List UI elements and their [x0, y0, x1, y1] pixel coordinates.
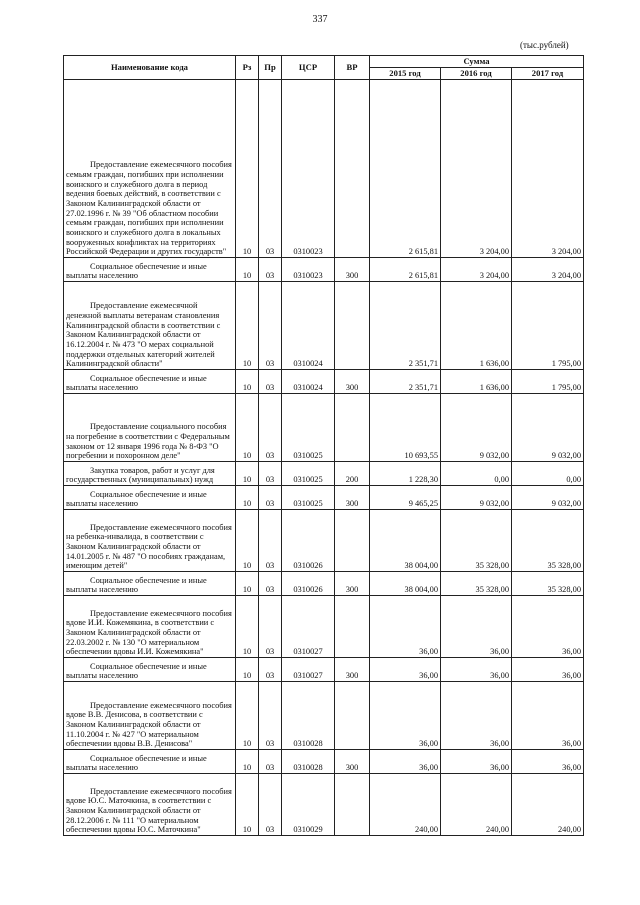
page-number: 337 [312, 14, 328, 25]
row-value-2017: 36,00 [512, 750, 584, 774]
row-value-2017: 0,00 [512, 462, 584, 486]
row-value-2015: 2 351,71 [370, 370, 441, 394]
row-value-2015: 2 615,81 [370, 80, 441, 258]
row-name: Предоставление ежемесячного пособия семьям граждан, погибших при исполнении воинского и служебного долга в период ведения боевых действий, в соответствии с Законом Калининградской области от 27.02.1996 г. № 39 "Об областном пособии семьям граждан, погибших при исполнении воинского и служебного долга в локальных вооруженных конфликтах на территориях Российской Федерации и других государств" [64, 80, 236, 258]
row-pr: 03 [259, 572, 282, 596]
row-value-2017: 3 204,00 [512, 80, 584, 258]
header-year-2016: 2016 год [441, 68, 512, 80]
row-name: Социальное обеспечение и иные выплаты населению [64, 750, 236, 774]
table-row [64, 596, 584, 658]
row-value-2017: 3 204,00 [512, 258, 584, 282]
row-name: Закупка товаров, работ и услуг для государственных (муниципальных) нужд [64, 462, 236, 486]
row-pr: 03 [259, 370, 282, 394]
row-pr: 03 [259, 80, 282, 258]
header-name: Наименование кода [64, 56, 236, 80]
units-label: (тыс.рублей) [520, 40, 569, 50]
row-pr: 03 [259, 658, 282, 682]
row-rz: 10 [236, 258, 259, 282]
row-name: Социальное обеспечение и иные выплаты населению [64, 258, 236, 282]
row-value-2016: 35 328,00 [441, 572, 512, 596]
table-row [64, 658, 584, 682]
table-row [64, 486, 584, 510]
row-value-2015: 36,00 [370, 750, 441, 774]
row-rz: 10 [236, 486, 259, 510]
row-name: Социальное обеспечение и иные выплаты населению [64, 658, 236, 682]
row-name: Предоставление ежемесячного пособия вдове Ю.С. Маточкина, в соответствии с Законом Калининградской области от 28.12.2006 г. № 111 "О материальном обеспечении вдовы Ю.С. Маточкина" [64, 774, 236, 836]
row-value-2015: 2 351,71 [370, 282, 441, 370]
row-value-2016: 240,00 [441, 774, 512, 836]
row-value-2016: 36,00 [441, 682, 512, 750]
row-pr: 03 [259, 486, 282, 510]
row-value-2017: 35 328,00 [512, 572, 584, 596]
row-vr: 300 [335, 486, 370, 510]
row-rz: 10 [236, 394, 259, 462]
row-csr: 0310024 [282, 370, 335, 394]
table-row [64, 282, 584, 370]
row-rz: 10 [236, 774, 259, 836]
row-name: Предоставление ежемесячного пособия на ребенка-инвалида, в соответствии с Законом Калининградской области от 14.01.2005 г. № 487 "О пособиях гражданам, имеющим детей" [64, 510, 236, 572]
row-value-2017: 1 795,00 [512, 370, 584, 394]
row-pr: 03 [259, 394, 282, 462]
row-name: Предоставление ежемесячной денежной выплаты ветеранам становления Калининградской области в соответствии с Законом Калининградской области от 16.12.2004 г. № 473 "О мерах социальной поддержки отдельных категорий жителей Калининградской области" [64, 282, 236, 370]
row-csr: 0310023 [282, 80, 335, 258]
row-pr: 03 [259, 282, 282, 370]
row-rz: 10 [236, 80, 259, 258]
row-value-2017: 240,00 [512, 774, 584, 836]
row-vr [335, 394, 370, 462]
row-vr: 300 [335, 370, 370, 394]
row-pr: 03 [259, 510, 282, 572]
row-csr: 0310025 [282, 486, 335, 510]
row-csr: 0310028 [282, 750, 335, 774]
table-body [64, 80, 584, 836]
row-name: Предоставление ежемесячного пособия вдове И.И. Кожемякина, в соответствии с Законом Калининградской области от 22.03.2002 г. № 130 "О материальном обеспечении вдовы И.И. Кожемякина" [64, 596, 236, 658]
header-rz: Рз [236, 56, 259, 80]
row-value-2015: 240,00 [370, 774, 441, 836]
row-vr: 300 [335, 258, 370, 282]
row-pr: 03 [259, 774, 282, 836]
budget-table [63, 55, 584, 836]
row-value-2016: 3 204,00 [441, 258, 512, 282]
row-value-2017: 36,00 [512, 682, 584, 750]
table-row [64, 80, 584, 258]
row-rz: 10 [236, 510, 259, 572]
row-csr: 0310023 [282, 258, 335, 282]
row-vr: 300 [335, 750, 370, 774]
table-row [64, 750, 584, 774]
row-vr: 300 [335, 572, 370, 596]
row-rz: 10 [236, 572, 259, 596]
row-pr: 03 [259, 258, 282, 282]
row-csr: 0310028 [282, 682, 335, 750]
row-value-2016: 36,00 [441, 596, 512, 658]
header-csr: ЦСР [282, 56, 335, 80]
row-pr: 03 [259, 750, 282, 774]
row-value-2016: 3 204,00 [441, 80, 512, 258]
row-rz: 10 [236, 658, 259, 682]
row-value-2016: 9 032,00 [441, 394, 512, 462]
row-value-2016: 1 636,00 [441, 282, 512, 370]
row-vr [335, 774, 370, 836]
row-vr: 300 [335, 658, 370, 682]
header-pr: Пр [259, 56, 282, 80]
row-csr: 0310024 [282, 282, 335, 370]
row-value-2016: 9 032,00 [441, 486, 512, 510]
row-name: Предоставление ежемесячного пособия вдове В.В. Денисова, в соответствии с Законом Калининградской области от 11.10.2004 г. № 427 "О материальном обеспечении вдовы В.В. Денисова" [64, 682, 236, 750]
row-vr: 200 [335, 462, 370, 486]
row-name: Социальное обеспечение и иные выплаты населению [64, 486, 236, 510]
row-value-2016: 36,00 [441, 658, 512, 682]
row-name: Предоставление социального пособия на погребение в соответствии с Федеральным законом от 12 января 1996 года № 8-ФЗ "О погребении и похоронном деле" [64, 394, 236, 462]
row-csr: 0310027 [282, 658, 335, 682]
row-value-2016: 0,00 [441, 462, 512, 486]
header-year-2015: 2015 год [370, 68, 441, 80]
table-row [64, 572, 584, 596]
row-value-2015: 38 004,00 [370, 572, 441, 596]
row-rz: 10 [236, 682, 259, 750]
row-name: Социальное обеспечение и иные выплаты населению [64, 370, 236, 394]
row-value-2017: 9 032,00 [512, 394, 584, 462]
table-row [64, 462, 584, 486]
row-pr: 03 [259, 596, 282, 658]
row-value-2016: 1 636,00 [441, 370, 512, 394]
row-value-2015: 2 615,81 [370, 258, 441, 282]
table-row [64, 682, 584, 750]
row-csr: 0310029 [282, 774, 335, 836]
row-csr: 0310026 [282, 572, 335, 596]
row-value-2016: 36,00 [441, 750, 512, 774]
row-vr [335, 596, 370, 658]
row-value-2017: 35 328,00 [512, 510, 584, 572]
row-value-2016: 35 328,00 [441, 510, 512, 572]
table-row [64, 258, 584, 282]
row-csr: 0310027 [282, 596, 335, 658]
table-row [64, 774, 584, 836]
row-rz: 10 [236, 370, 259, 394]
row-vr [335, 682, 370, 750]
row-rz: 10 [236, 596, 259, 658]
row-value-2017: 36,00 [512, 658, 584, 682]
row-vr [335, 282, 370, 370]
table-row [64, 510, 584, 572]
row-name: Социальное обеспечение и иные выплаты населению [64, 572, 236, 596]
row-value-2015: 38 004,00 [370, 510, 441, 572]
row-value-2017: 9 032,00 [512, 486, 584, 510]
row-rz: 10 [236, 750, 259, 774]
header-vr: ВР [335, 56, 370, 80]
row-value-2015: 1 228,30 [370, 462, 441, 486]
row-value-2015: 9 465,25 [370, 486, 441, 510]
row-value-2015: 10 693,55 [370, 394, 441, 462]
row-value-2015: 36,00 [370, 658, 441, 682]
row-pr: 03 [259, 682, 282, 750]
row-value-2017: 1 795,00 [512, 282, 584, 370]
row-csr: 0310026 [282, 510, 335, 572]
row-value-2015: 36,00 [370, 596, 441, 658]
header-year-2017: 2017 год [512, 68, 584, 80]
table-row [64, 394, 584, 462]
row-rz: 10 [236, 462, 259, 486]
row-pr: 03 [259, 462, 282, 486]
row-value-2017: 36,00 [512, 596, 584, 658]
row-csr: 0310025 [282, 462, 335, 486]
row-rz: 10 [236, 282, 259, 370]
row-value-2015: 36,00 [370, 682, 441, 750]
row-csr: 0310025 [282, 394, 335, 462]
table-row [64, 370, 584, 394]
header-sum: Сумма [370, 56, 584, 68]
row-vr [335, 80, 370, 258]
row-vr [335, 510, 370, 572]
